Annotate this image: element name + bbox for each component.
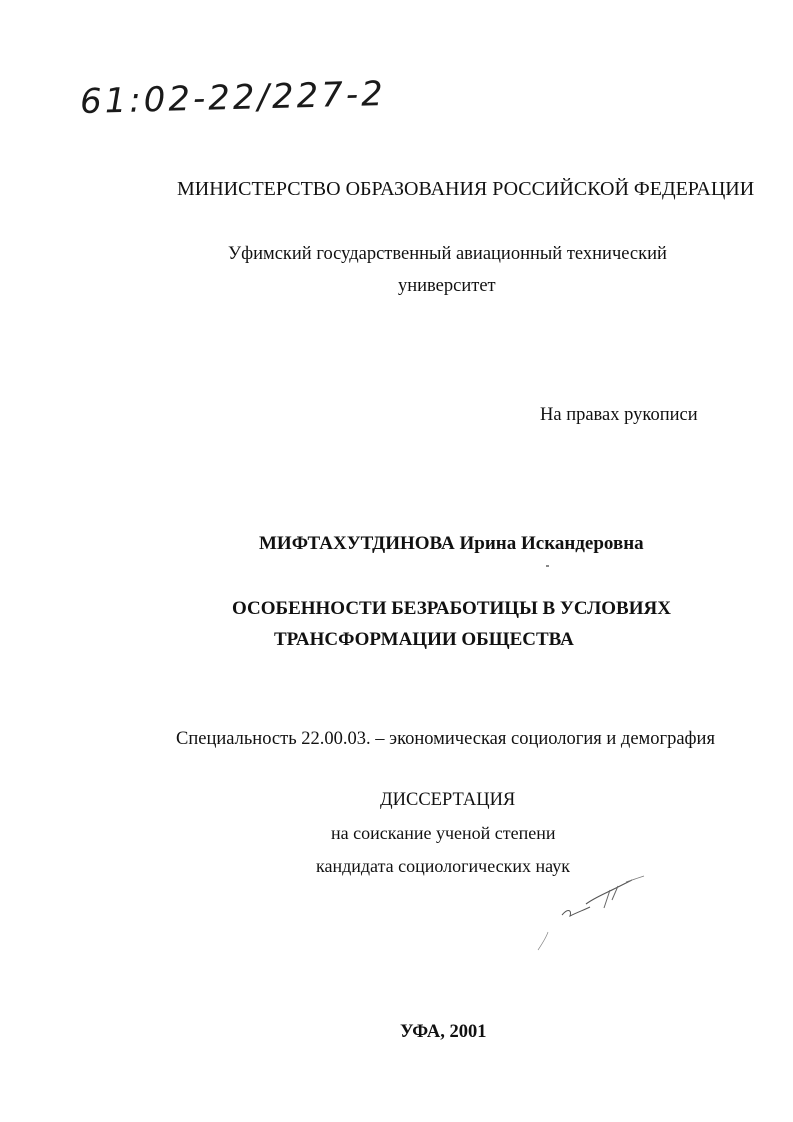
scan-speck [546,565,549,567]
document-type: ДИССЕРТАЦИЯ [380,790,516,810]
city-year: УФА, 2001 [400,1022,487,1042]
ministry-heading: МИНИСТЕРСТВО ОБРАЗОВАНИЯ РОССИЙСКОЙ ФЕДЕРАЦИИ [177,178,755,200]
degree-line1: на соискание ученой степени [331,823,556,843]
university-name-line2: университет [398,276,496,296]
specialty-line: Специальность 22.00.03. – экономическая социология и демография [176,729,715,749]
dissertation-title-line1: ОСОБЕННОСТИ БЕЗРАБОТИЦЫ В УСЛОВИЯХ [232,598,671,619]
archive-number-handwritten: 61:02-22/227-2 [79,74,387,122]
author-name: МИФТАХУТДИНОВА Ирина Искандеровна [259,533,644,554]
degree-line2: кандидата социологических наук [316,856,570,876]
university-name-line1: Уфимский государственный авиационный технический [228,244,667,264]
dissertation-title-line2: ТРАНСФОРМАЦИИ ОБЩЕСТВА [274,629,574,650]
rights-note: На правах рукописи [540,405,698,425]
signature-scribble-icon [520,860,660,960]
